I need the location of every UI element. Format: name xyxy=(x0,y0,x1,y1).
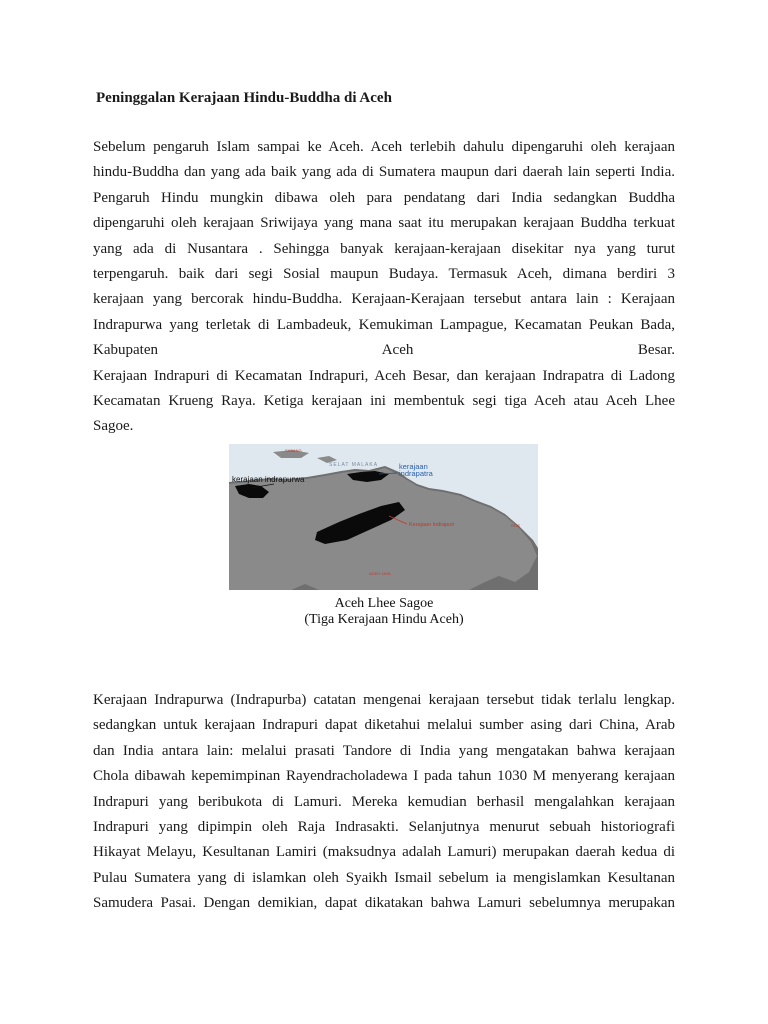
aceh-map xyxy=(229,444,538,590)
aceh-map-figure xyxy=(229,444,538,590)
text-line: Indrapuri yang dipimpin oleh Raja Indrasakti. Selanjutnya menurut sebuah historiografi xyxy=(93,819,675,836)
label-indrapatra-2: indrapatra xyxy=(399,469,433,478)
label-indrapuri: Kerajaan Indrapuri xyxy=(409,522,455,528)
label-aceh-jaya: ACEH JAYA xyxy=(369,571,391,576)
text-line: kerajaan yang bercorak hindu-Buddha. Kerajaan-Kerajaan tersebut antara lain : Kerajaan xyxy=(93,291,675,308)
text-line: sedangkan untuk kerajaan Indrapuri dapat diketahui melalui sumber asing dari China, Arab xyxy=(93,717,675,734)
text-line: Pulau Sumatera yang di islamkan oleh Syaikh Ismail sebelum ia mengislamkan Kesultanan xyxy=(93,869,675,886)
label-indrapurwa: kerajaan indrapurwa xyxy=(232,475,305,484)
text-line: Kerajaan Indrapurwa (Indrapurba) catatan mengenai kerajaan tersebut tidak terlalu lengkap. xyxy=(93,692,675,708)
figure-caption-subtitle: (Tiga Kerajaan Hindu Aceh) xyxy=(304,612,464,627)
label-indrapatra-1: kerajaan xyxy=(399,462,428,471)
text-line: Sebelum pengaruh Islam sampai ke Aceh. Aceh terlebih dahulu dipengaruhi oleh kerajaan xyxy=(93,139,675,155)
text-line: Indrapurwa yang terletak di Lambadeuk, Kemukiman Lampague, Kecamatan Peukan Bada, xyxy=(93,316,675,333)
text-line: hindu-Buddha dan yang ada baik yang ada di Sumatera maupun dari daerah lain seperti India. xyxy=(93,164,675,181)
paragraph-intro xyxy=(93,135,675,440)
text-line: Pengaruh Hindu mungkin dibawa oleh para pendatang dari India sedangkan Buddha xyxy=(93,189,675,206)
label-pidie: PIDIE xyxy=(511,524,521,528)
text-line: Kecamatan Krueng Raya. Ketiga kerajaan ini membentuk segi tiga Aceh atau Aceh Lhee xyxy=(93,393,675,410)
text-line: Chola dibawah kepemimpinan Rayendracholadewa I pada tahun 1030 M menyerang kerajaan xyxy=(93,768,675,785)
text-line: terpengaruh. baik dari segi Sosial maupun Budaya. Termasuk Aceh, dimana berdiri 3 xyxy=(93,266,675,283)
text-line: Kerajaan Indrapuri di Kecamatan Indrapuri, Aceh Besar, dan kerajaan Indrapatra di Ladong xyxy=(93,367,675,384)
text-line: dan India antara lain: melalui prasati Tandore di India yang mengatakan bahwa kerajaan xyxy=(93,742,675,759)
text-line: Indrapuri yang beribukota di Lamuri. Mereka kemudian berhasil mengalahkan kerajaan xyxy=(93,793,675,810)
label-sabang: SABANG xyxy=(285,448,302,453)
text-line: Sagoe. xyxy=(93,418,134,435)
figure-caption-title: Aceh Lhee Sagoe xyxy=(334,596,434,611)
page-title: Peninggalan Kerajaan Hindu-Buddha di Aceh xyxy=(96,90,392,106)
text-line: Kabupaten Aceh Besar. xyxy=(93,342,675,359)
text-line: Samudera Pasai. Dengan demikian, dapat dikatakan bahwa Lamuri sebelumnya merupakan xyxy=(93,895,675,912)
text-line: dipengaruhi oleh kerajaan Sriwijaya yang mana saat itu merupakan kerajaan Buddha terkuat xyxy=(93,215,675,232)
text-line: yang ada di Nusantara . Sehingga banyak kerajaan-kerajaan disekitar nya yang turut xyxy=(93,240,675,257)
label-sea: SELAT MALAKA xyxy=(329,462,379,468)
paragraph-history xyxy=(93,688,675,917)
text-line: Hikayat Melayu, Kesultanan Lamiri (maksudnya adalah Lamuri) merupakan daerah kedua di xyxy=(93,844,675,861)
